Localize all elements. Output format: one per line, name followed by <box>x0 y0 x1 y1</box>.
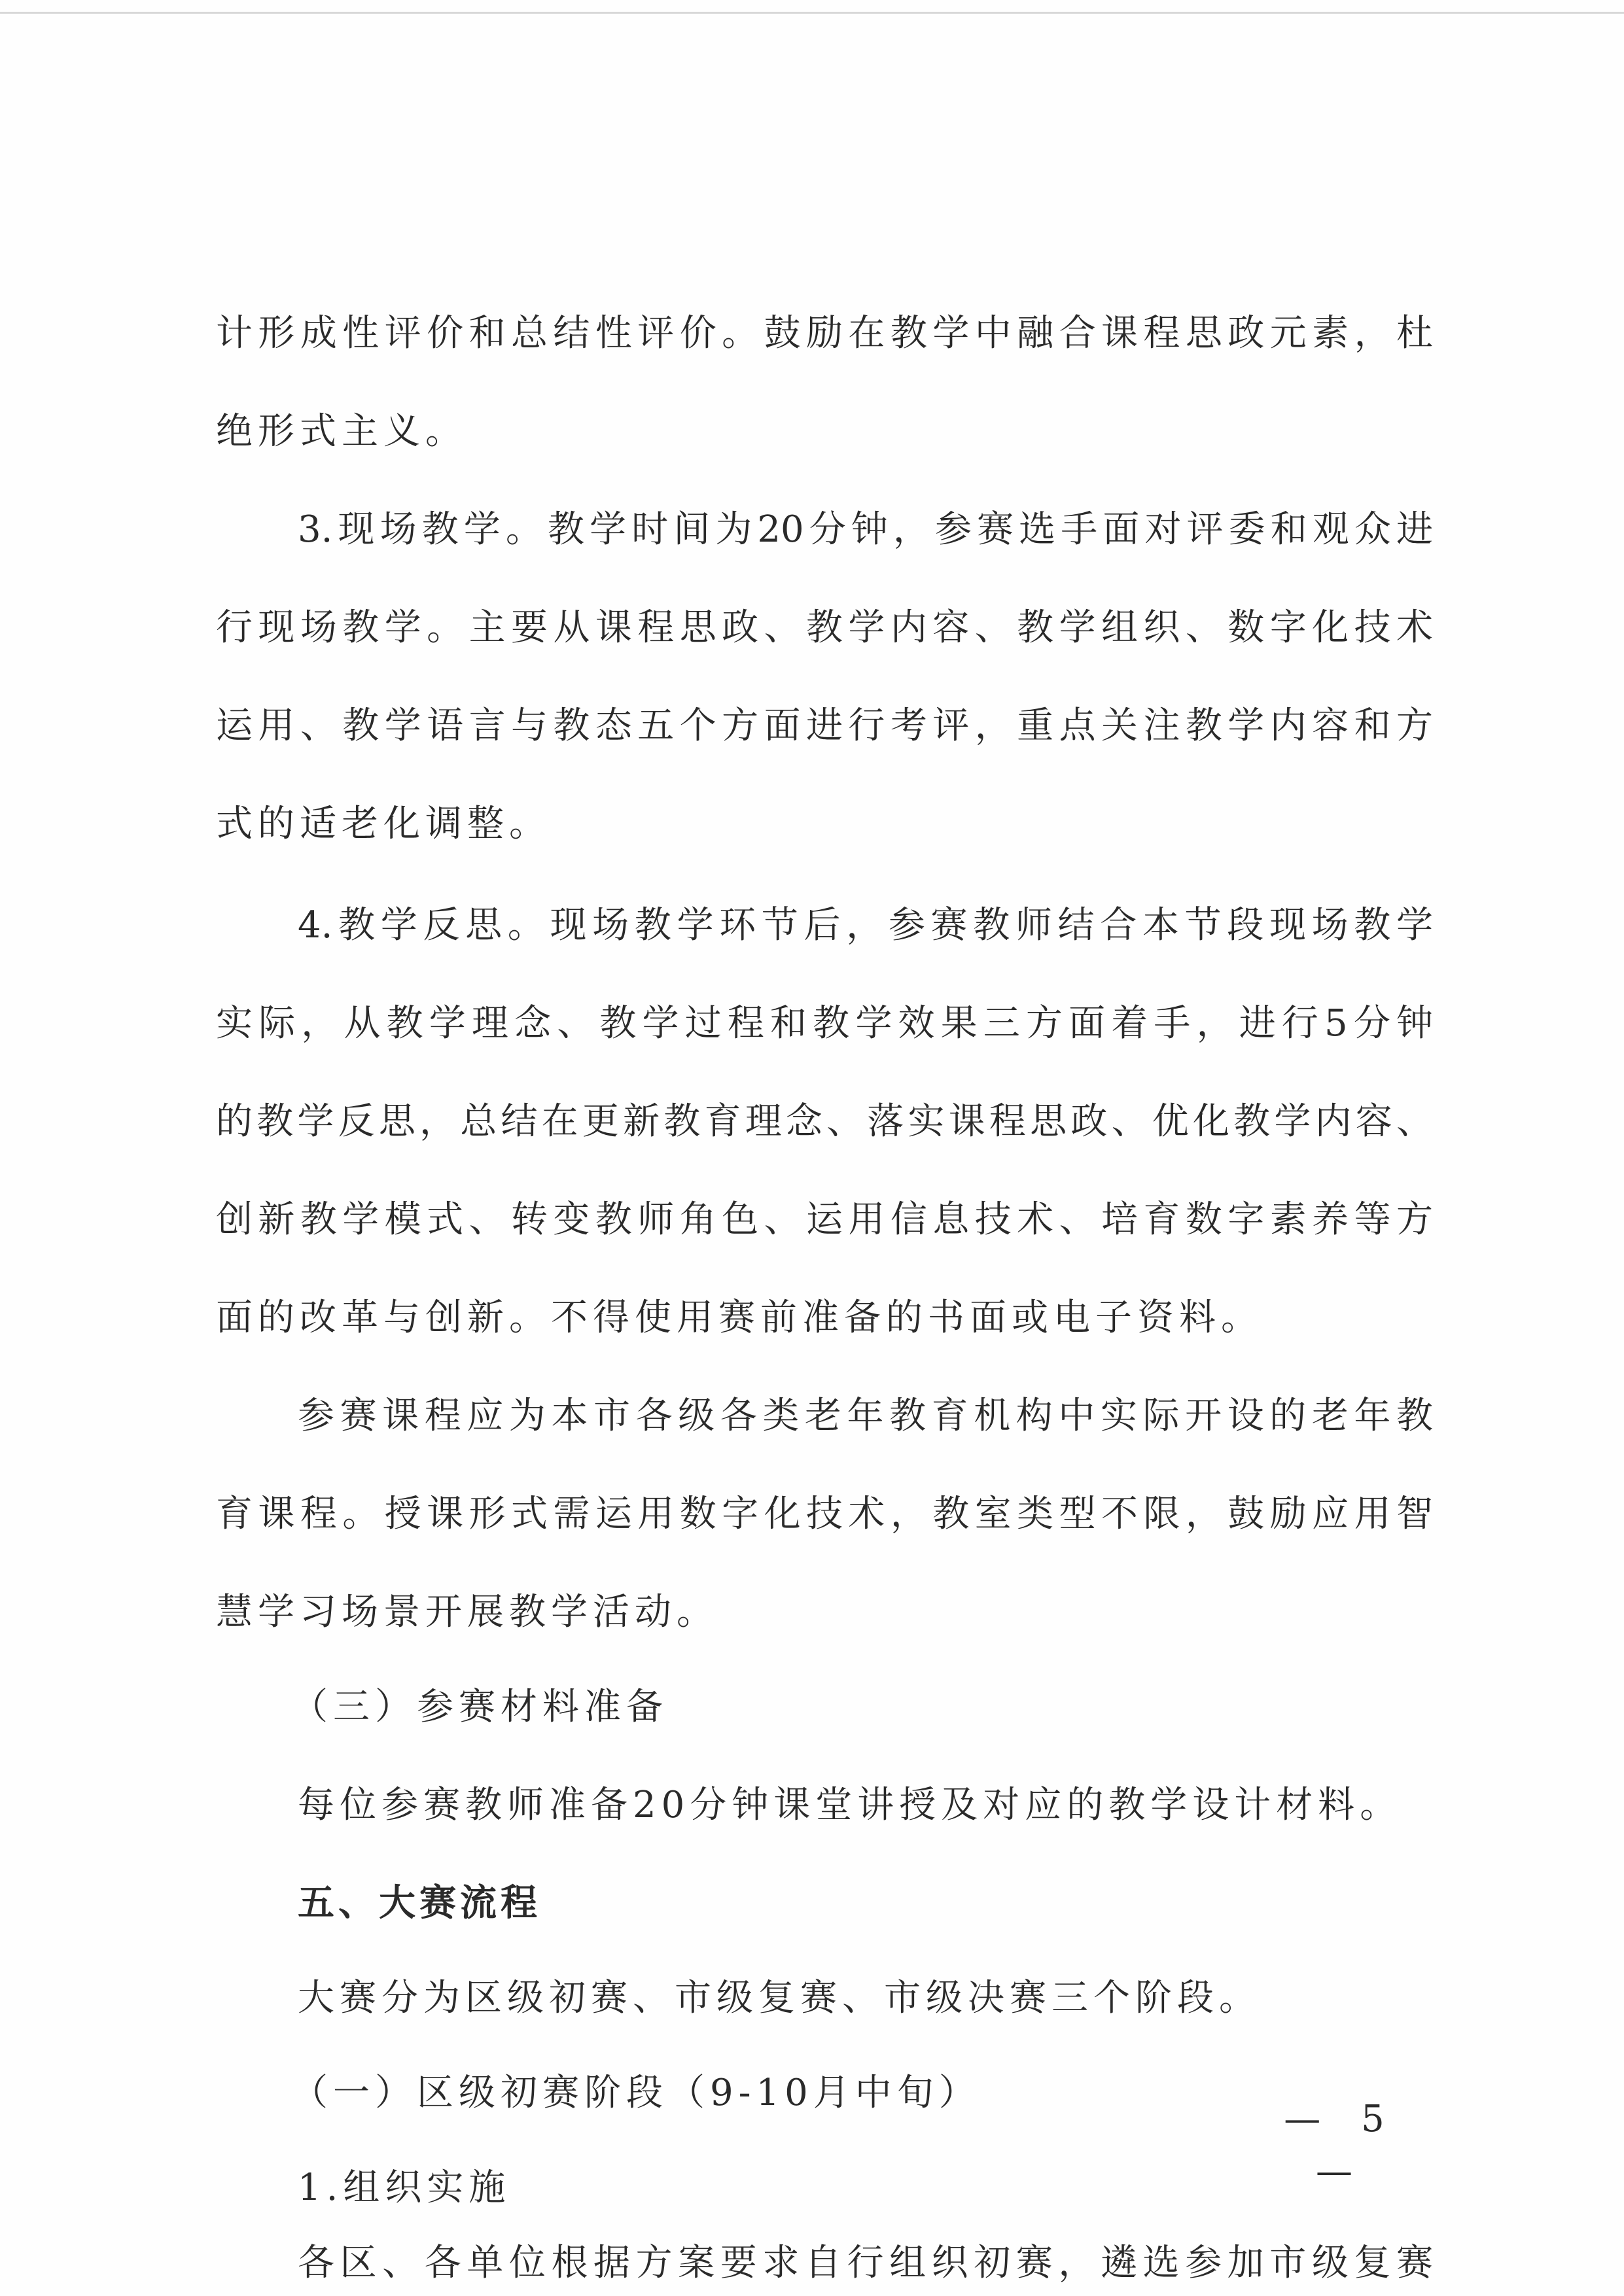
section-subheading: （一）区级初赛阶段（9-10月中旬） <box>291 2072 981 2114</box>
paragraph-line: 绝形式主义。 <box>216 410 467 453</box>
paragraph-line: 1.组织实施 <box>298 2166 511 2209</box>
paragraph-line: 大赛分为区级初赛、市级复赛、市级决赛三个阶段。 <box>298 1977 1261 2019</box>
scan-top-edge <box>0 12 1624 14</box>
paragraph-line: 的教学反思，总结在更新教育理念、落实课程思政、优化教学内容、 <box>216 1100 1433 1143</box>
paragraph-line: 4.教学反思。现场教学环节后，参赛教师结合本节段现场教学 <box>298 904 1433 947</box>
paragraph-line: 式的适老化调整。 <box>216 803 551 845</box>
paragraph-line: 每位参赛教师准备20分钟课堂讲授及对应的教学设计材料。 <box>298 1784 1402 1826</box>
paragraph-line: 面的改革与创新。不得使用赛前准备的书面或电子资料。 <box>216 1296 1263 1339</box>
section-heading: 五、大赛流程 <box>298 1882 541 1924</box>
paragraph-line: 实际，从教学理念、教学过程和教学效果三方面着手，进行5分钟 <box>216 1002 1433 1045</box>
paragraph-line: 各区、各单位根据方案要求自行组织初赛，遴选参加市级复赛 <box>298 2242 1433 2284</box>
paragraph-line: 计形成性评价和总结性评价。鼓励在教学中融合课程思政元素，杜 <box>216 312 1433 355</box>
paragraph-line: 参赛课程应为本市各级各类老年教育机构中实际开设的老年教 <box>298 1395 1433 1437</box>
paragraph-line: 3.现场教学。教学时间为20分钟，参赛选手面对评委和观众进 <box>298 508 1433 551</box>
paragraph-line: 行现场教学。主要从课程思政、教学内容、教学组织、数字化技术 <box>216 606 1433 649</box>
section-subheading: （三）参赛材料准备 <box>291 1686 668 1728</box>
paragraph-line: 创新教学模式、转变教师角色、运用信息技术、培育数字素养等方 <box>216 1198 1433 1241</box>
page-number: — 5 — <box>1284 2098 1399 2193</box>
paragraph-line: 育课程。授课形式需运用数字化技术，教室类型不限，鼓励应用智 <box>216 1493 1433 1535</box>
paragraph-line: 运用、教学语言与教态五个方面进行考评，重点关注教学内容和方 <box>216 704 1433 747</box>
paragraph-line: 慧学习场景开展教学活动。 <box>216 1591 718 1633</box>
